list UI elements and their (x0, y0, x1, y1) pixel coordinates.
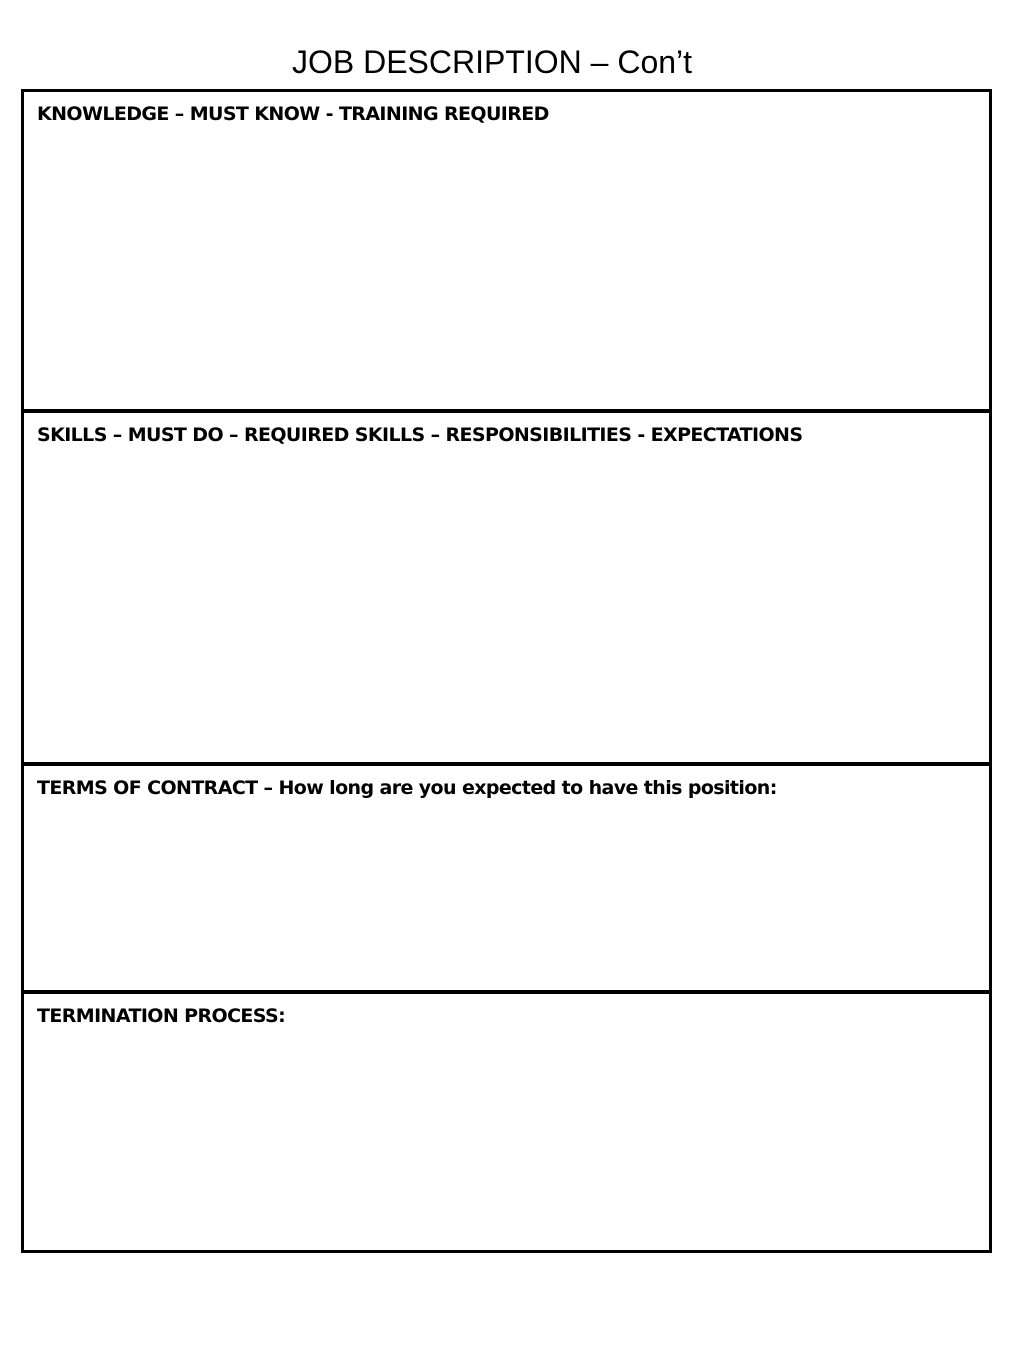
knowledge-section-label: KNOWLEDGE – MUST KNOW - TRAINING REQUIRED (37, 103, 549, 125)
skills-entry-area[interactable] (24, 453, 989, 762)
terms-of-contract-section (24, 762, 989, 990)
skills-section (24, 409, 989, 762)
terms-of-contract-entry-area[interactable] (24, 806, 989, 990)
knowledge-entry-area[interactable] (24, 132, 989, 410)
termination-process-label: TERMINATION PROCESS: (37, 1005, 286, 1027)
terms-of-contract-label: TERMS OF CONTRACT – How long are you expected to have this position: (37, 777, 777, 799)
termination-process-section (24, 990, 989, 1250)
job-description-form (21, 89, 992, 1253)
termination-process-entry-area[interactable] (24, 1034, 989, 1250)
skills-section-label: SKILLS – MUST DO – REQUIRED SKILLS – RESPONSIBILITIES - EXPECTATIONS (37, 424, 803, 446)
knowledge-section (24, 92, 989, 410)
page-title: JOB DESCRIPTION – Con’t (291, 44, 693, 80)
